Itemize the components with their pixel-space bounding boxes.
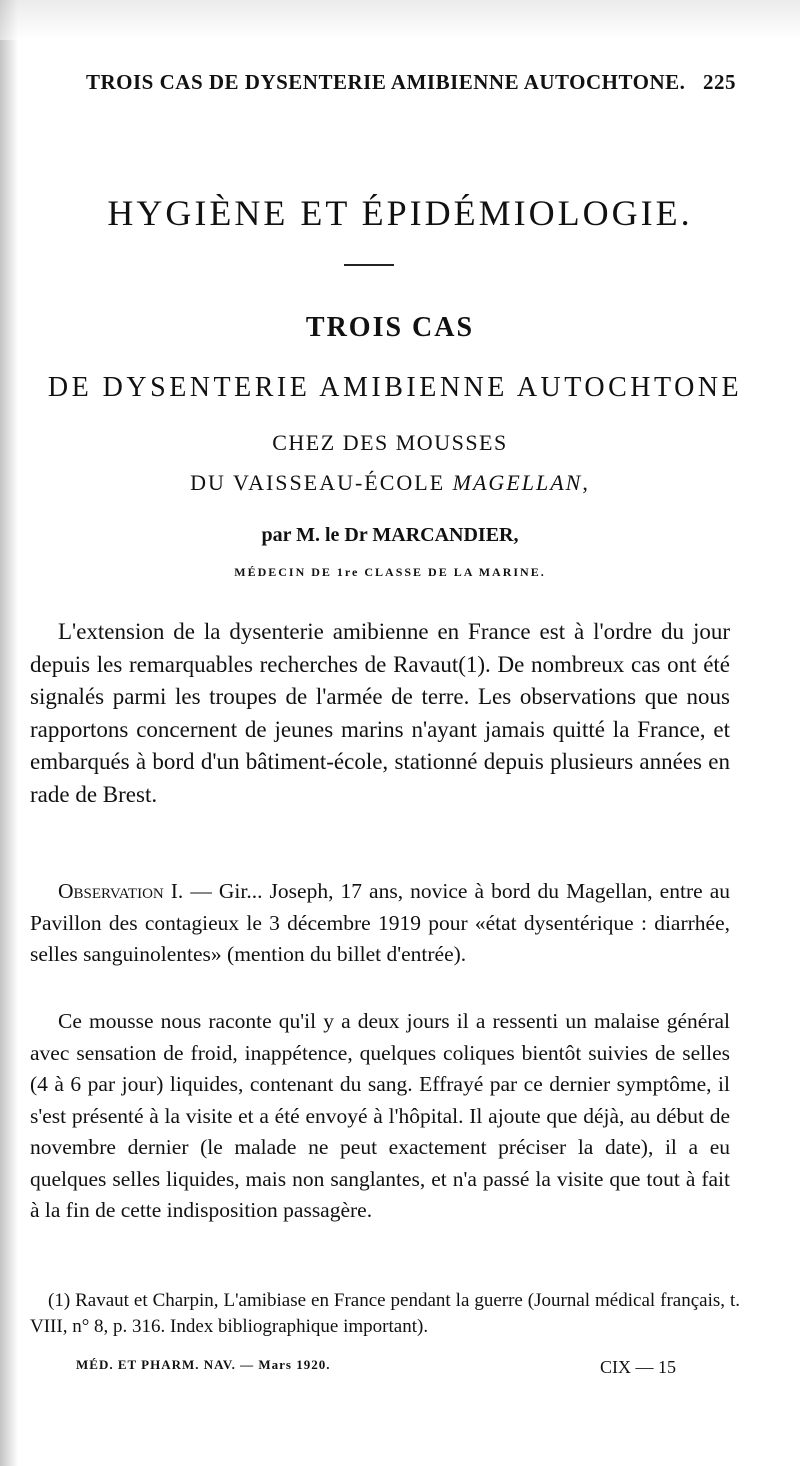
body-paragraph-observation [30, 876, 730, 971]
title-rule [344, 264, 394, 266]
ship-name: MAGELLAN [452, 470, 583, 495]
article-title-line4 [0, 470, 780, 496]
footer-journal: MÉD. ET PHARM. NAV. — Mars 1920. [76, 1357, 331, 1372]
author-byline: par M. le Dr MARCANDIER, [261, 524, 519, 546]
author-role: MÉDECIN DE 1re CLASSE DE LA MARINE. [234, 565, 546, 579]
title-line4-suffix: , [582, 470, 590, 495]
article-title-line2: DE DYSENTERIE AMIBIENNE AUTOCHTONE [47, 372, 743, 403]
body-paragraph-history: Ce mousse nous raconte qu'il y a deux jours il a ressenti un malaise général avec sensation de froid, inappétence, quelques coliques bientôt suivies de selles (4 à 6 par jour) liquides, contenant du sang. Effrayé par ce dernier symptôme, il s'est présenté à la visite et a été envoyé à l'hôpital. Il ajoute que déjà, au début de novembre dernier (le malade ne peut exactement préciser la date), il a eu quelques selles liquides, mais non sanglantes, et n'a passé la visite que tout à fait à la fin de cette indisposition passagère. [30, 1009, 730, 1222]
section-title: HYGIÈNE ET ÉPIDÉMIOLOGIE. [107, 193, 693, 233]
footer-signature: CIX — 15 [600, 1357, 676, 1377]
article-title-line3: CHEZ DES MOUSSES [272, 430, 508, 455]
footnote: (1) Ravaut et Charpin, L'amibiase en France pendant la guerre (Journal médical français, t. VIII, n° 8, p. 316. Index bibliographique important). [30, 1290, 740, 1337]
observation-text: — Gir... Joseph, 17 ans, novice à bord du Magellan, entre au Pavillon des contagieux le 3 décembre 1919 pour «état dysentérique : diarrhée, selles sanguinolentes» (mention du billet d'entrée). [30, 879, 730, 966]
body-paragraph-intro: L'extension de la dysenterie amibienne en France est à l'ordre du jour depuis les remarquables recherches de Ravaut(1). De nombreux cas ont été signalés parmi les troupes de l'armée de terre. Les observations que nous rapportons concernent de jeunes marins n'ayant jamais quitté la France, et embarqués à bord d'un bâtiment-école, stationné depuis plusieurs années en rade de Brest. [30, 619, 730, 807]
article-title-line1: TROIS CAS [305, 312, 475, 343]
page-top-noise [0, 0, 800, 40]
running-head-title: TROIS CAS DE DYSENTERIE AMIBIENNE AUTOCHTONE. [86, 70, 686, 94]
observation-label: Observation I. [58, 879, 184, 903]
page-number: 225 [703, 70, 736, 94]
title-line4-prefix: DU VAISSEAU-ÉCOLE [190, 470, 453, 495]
